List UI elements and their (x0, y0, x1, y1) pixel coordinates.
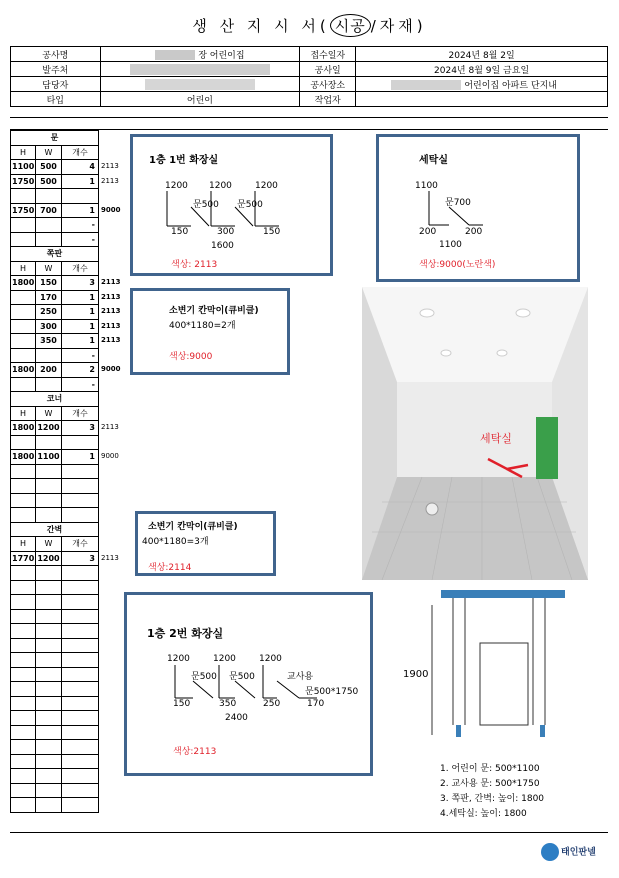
section-title: 간벽 (11, 522, 99, 537)
circled-text: 시공 (330, 14, 371, 37)
table-row: - (11, 218, 99, 233)
manager-label: 담당자 (11, 77, 101, 92)
table-row: 1800 150 3 (11, 276, 99, 291)
work-date-label: 공사일 (300, 62, 356, 77)
worker-value (356, 92, 608, 107)
client-label: 발주처 (11, 62, 101, 77)
laundry-plan-sketch (379, 137, 579, 277)
color-label: 색상:9000(노란색) (419, 260, 496, 270)
color-label: 색상: 2113 (171, 260, 218, 270)
parts-table (10, 130, 99, 813)
column-header: W (36, 261, 62, 276)
column-header: W (36, 406, 62, 421)
column-header: H (11, 406, 36, 421)
box-title: 1층 1번 화장실 (149, 155, 219, 166)
received-value: 2024년 8월 2일 (356, 47, 608, 62)
header-table (10, 46, 608, 107)
table-row: 1100 500 4 (11, 160, 99, 175)
color-label: 색상:2114 (148, 563, 192, 573)
page-title: 생 산 지 시 서( 시공 /자재) (0, 14, 619, 37)
type-label: 타입 (11, 92, 101, 107)
note-item: 2. 교사용 문: 500*1750 (440, 779, 540, 789)
table-row (11, 189, 99, 204)
color-code: 2113 (101, 278, 121, 286)
color-code: 9000 (101, 365, 121, 373)
column-header: W (36, 537, 62, 552)
color-code: 9000 (101, 452, 119, 460)
table-row: 1800 1100 1 (11, 450, 99, 465)
floor-plan-sketch (127, 595, 372, 775)
color-code: 2113 (101, 176, 119, 185)
worker-label: 작업자 (300, 92, 356, 107)
work-date-value: 2024년 8월 9일 금요일 (356, 62, 608, 77)
table-row: 300 1 (11, 319, 99, 334)
column-header: H (11, 261, 36, 276)
site-label: 공사장소 (300, 77, 356, 92)
table-row: 1770 1200 3 (11, 551, 99, 566)
urinal-cubicle-box-2: 소변기 칸막이(큐비클) 400*1180=3개 색상:2114 (135, 511, 276, 576)
color-code: 2113 (101, 292, 121, 301)
manager-value (100, 77, 300, 92)
column-header: H (11, 537, 36, 552)
table-row: 1800 1200 3 (11, 421, 99, 436)
box-title: 세탁실 (419, 155, 448, 166)
table-row: 1750 700 1 (11, 203, 99, 218)
table-row: 170 1 (11, 290, 99, 305)
column-header: 개수 (62, 406, 99, 421)
divider-line (10, 129, 608, 130)
floor-plan-sketch (133, 137, 333, 277)
section-title: 문 (11, 131, 99, 146)
color-code: 2113 (101, 162, 119, 170)
color-label: 색상:2113 (173, 747, 217, 757)
color-code: 2113 (101, 553, 119, 562)
color-code: 2113 (101, 336, 121, 344)
column-header: 개수 (62, 537, 99, 552)
photo-label: 세탁실 (480, 432, 512, 445)
notes-list (440, 762, 544, 822)
table-row: 250 1 (11, 305, 99, 320)
color-label: 색상:9000 (169, 352, 213, 362)
laundry-room-photo (362, 287, 588, 580)
table-row: 1800 200 2 (11, 363, 99, 378)
note-item: 3. 쪽판, 간벽: 높이: 1800 (440, 794, 545, 804)
table-row: - (11, 348, 99, 363)
note-item: 1. 어린이 문: 500*1100 (440, 764, 540, 774)
urinal-cubicle-box-1: 소변기 칸막이(큐비클) 400*1180=2개 색상:9000 (130, 288, 290, 375)
section-title: 쪽판 (11, 247, 99, 262)
received-label: 접수일자 (300, 47, 356, 62)
project-label: 공사명 (11, 47, 101, 62)
bottom-line (10, 832, 608, 833)
box-title: 1층 2번 화장실 (147, 627, 224, 640)
table-row: 1750 500 1 (11, 174, 99, 189)
room-photo-illustration (362, 287, 588, 580)
logo-icon (541, 843, 559, 861)
partition-elevation (395, 585, 580, 745)
company-logo: 태인판넬 (541, 843, 596, 861)
divider-line (10, 117, 608, 118)
color-code: 2113 (101, 321, 121, 330)
column-header: W (36, 145, 62, 160)
restroom-1-box: 1층 1번 화장실 1200 1200 1200 문500 문500 150 300 150 1600 색상: 2113 (130, 134, 333, 276)
table-row: - (11, 377, 99, 392)
color-code: 2113 (101, 423, 119, 431)
client-value (100, 62, 300, 77)
column-header: H (11, 145, 36, 160)
section-title: 코너 (11, 392, 99, 407)
column-header: 개수 (62, 261, 99, 276)
color-code: 2113 (101, 307, 121, 315)
note-item: 4.세탁실: 높이: 1800 (440, 809, 527, 819)
restroom-2-box: 1층 2번 화장실 1200 1200 1200 문500 문500 교사용 문500*1750 150 350 250 170 2400 색상:2113 (124, 592, 373, 776)
color-code: 9000 (101, 205, 121, 214)
type-value: 어린이 (100, 92, 300, 107)
site-value: 어린이집 아파트 단지내 (356, 77, 608, 92)
laundry-room-box: 세탁실 1100 문700 200 200 1100 색상:9000(노란색) (376, 134, 580, 282)
table-row: 350 1 (11, 334, 99, 349)
table-row (11, 435, 99, 450)
elevation-height: 1900 (403, 669, 429, 680)
column-header: 개수 (62, 145, 99, 160)
project-value: 장 어린이집 (100, 47, 300, 62)
table-row: - (11, 232, 99, 247)
